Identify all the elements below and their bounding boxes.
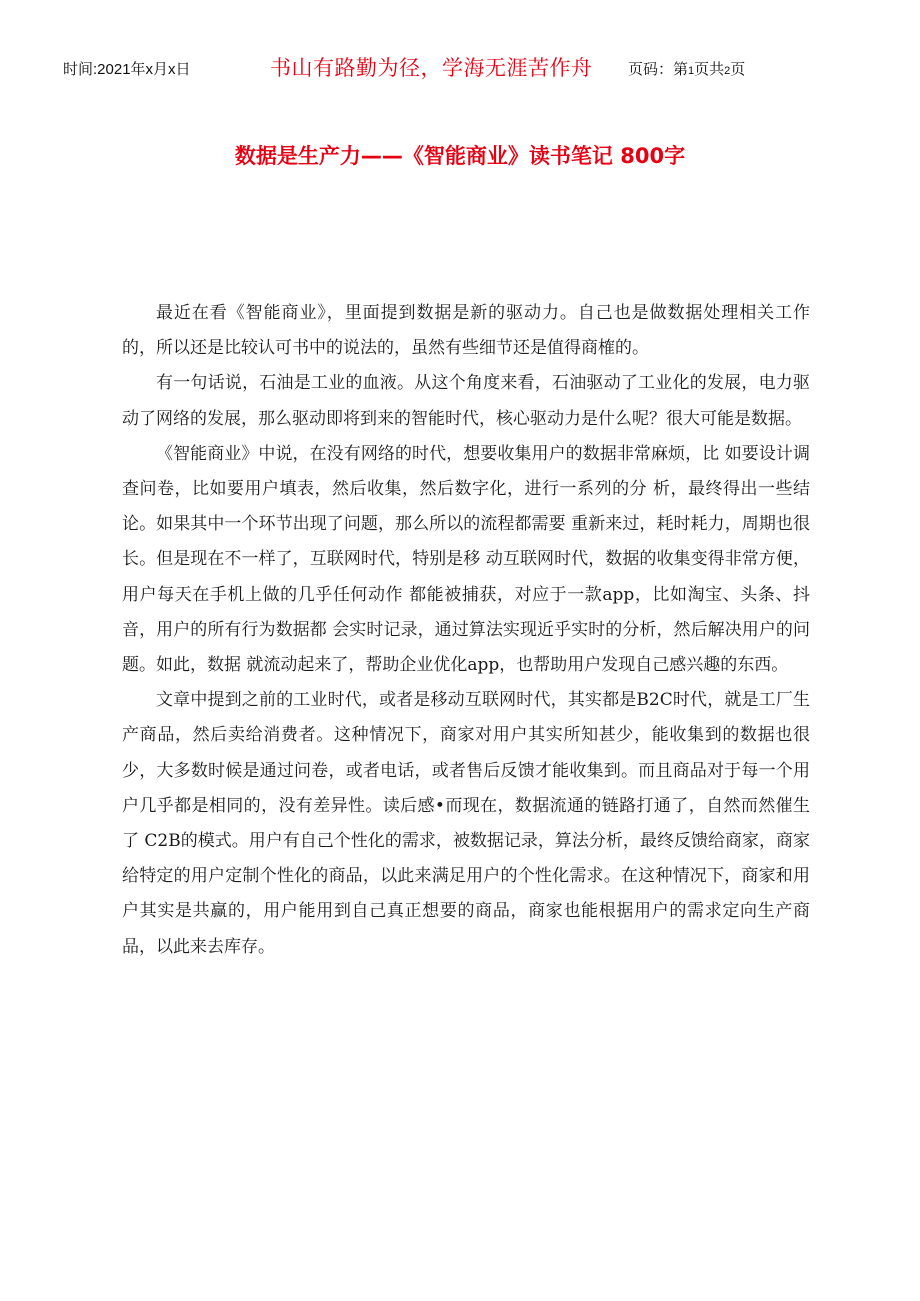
paragraph: 《智能商业》中说，在没有网络的时代，想要收集用户的数据非常麻烦，比 如要设计调查问卷，比如要用户填表，然后收集，然后数字化，进行一系列的分 析，最终得出一些结论。如果其中一个环节出现了问题，那么所以的流程都需要 重新来过，耗时耗力，周期也很长。但是现在不一样了，互联网时代，特别是移 动互联网时代，数据的收集变得非常方便，用户每天在手机上做的几乎任何动作 都能被捕获，对应于一款app，比如淘宝、头条、抖音，用户的所有行为数据都 会实时记录，通过算法实现近乎实时的分析，然后解决用户的问题。如此，数据 就流动起来了，帮助企业优化app，也帮助用户发现自己感兴趣的东西。 — [122, 443, 810, 676]
page-header — [0, 52, 920, 86]
header-date: 时间:2021年x月x日 — [63, 61, 191, 78]
page-current: 1 — [688, 65, 695, 77]
document-body — [122, 296, 810, 965]
page-prefix: 页码：第 — [628, 61, 689, 78]
page-total: 2 — [724, 65, 731, 77]
paragraph: 有一句话说，石油是工业的血液。从这个角度来看，石油驱动了工业化的发展，电力驱动了网络的发展，那么驱动即将到来的智能时代，核心驱动力是什么呢？很大可能是数据。 — [122, 373, 810, 429]
page-suffix: 页 — [730, 61, 746, 78]
header-page-indicator — [628, 58, 745, 79]
document-title: 数据是生产力——《智能商业》读书笔记 800字 — [234, 144, 686, 168]
page-middle: 页共 — [694, 61, 725, 78]
paragraph: 最近在看《智能商业》，里面提到数据是新的驱动力。自己也是做数据处理相关工作的，所以还是比较认可书中的说法的，虽然有些细节还是值得商榷的。 — [122, 303, 810, 359]
header-motto: 书山有路勤为径，学海无涯苦作舟 — [270, 56, 593, 80]
paragraph: 文章中提到之前的工业时代，或者是移动互联网时代，其实都是B2C时代，就是工厂生产商品，然后卖给消费者。这种情况下，商家对用户其实所知甚少，能收集到的数据也很少，大多数时候是通过问卷，或者电话，或者售后反馈才能收集到。而且商品对于每一个用户几乎都是相同的，没有差异性。读后感•而现在，数据流通的链路打通了，自然而然催生了 C2B的模式。用户有自己个性化的需求，被数据记录，算法分析，最终反馈给商家，商家给特定的用户定制个性化的商品，以此来满足用户的个性化需求。在这种情况下，商家和用户其实是共赢的，用户能用到自己真正想要的商品，商家也能根据用户的需求定向生产商品，以此来去库存。 — [122, 690, 810, 957]
